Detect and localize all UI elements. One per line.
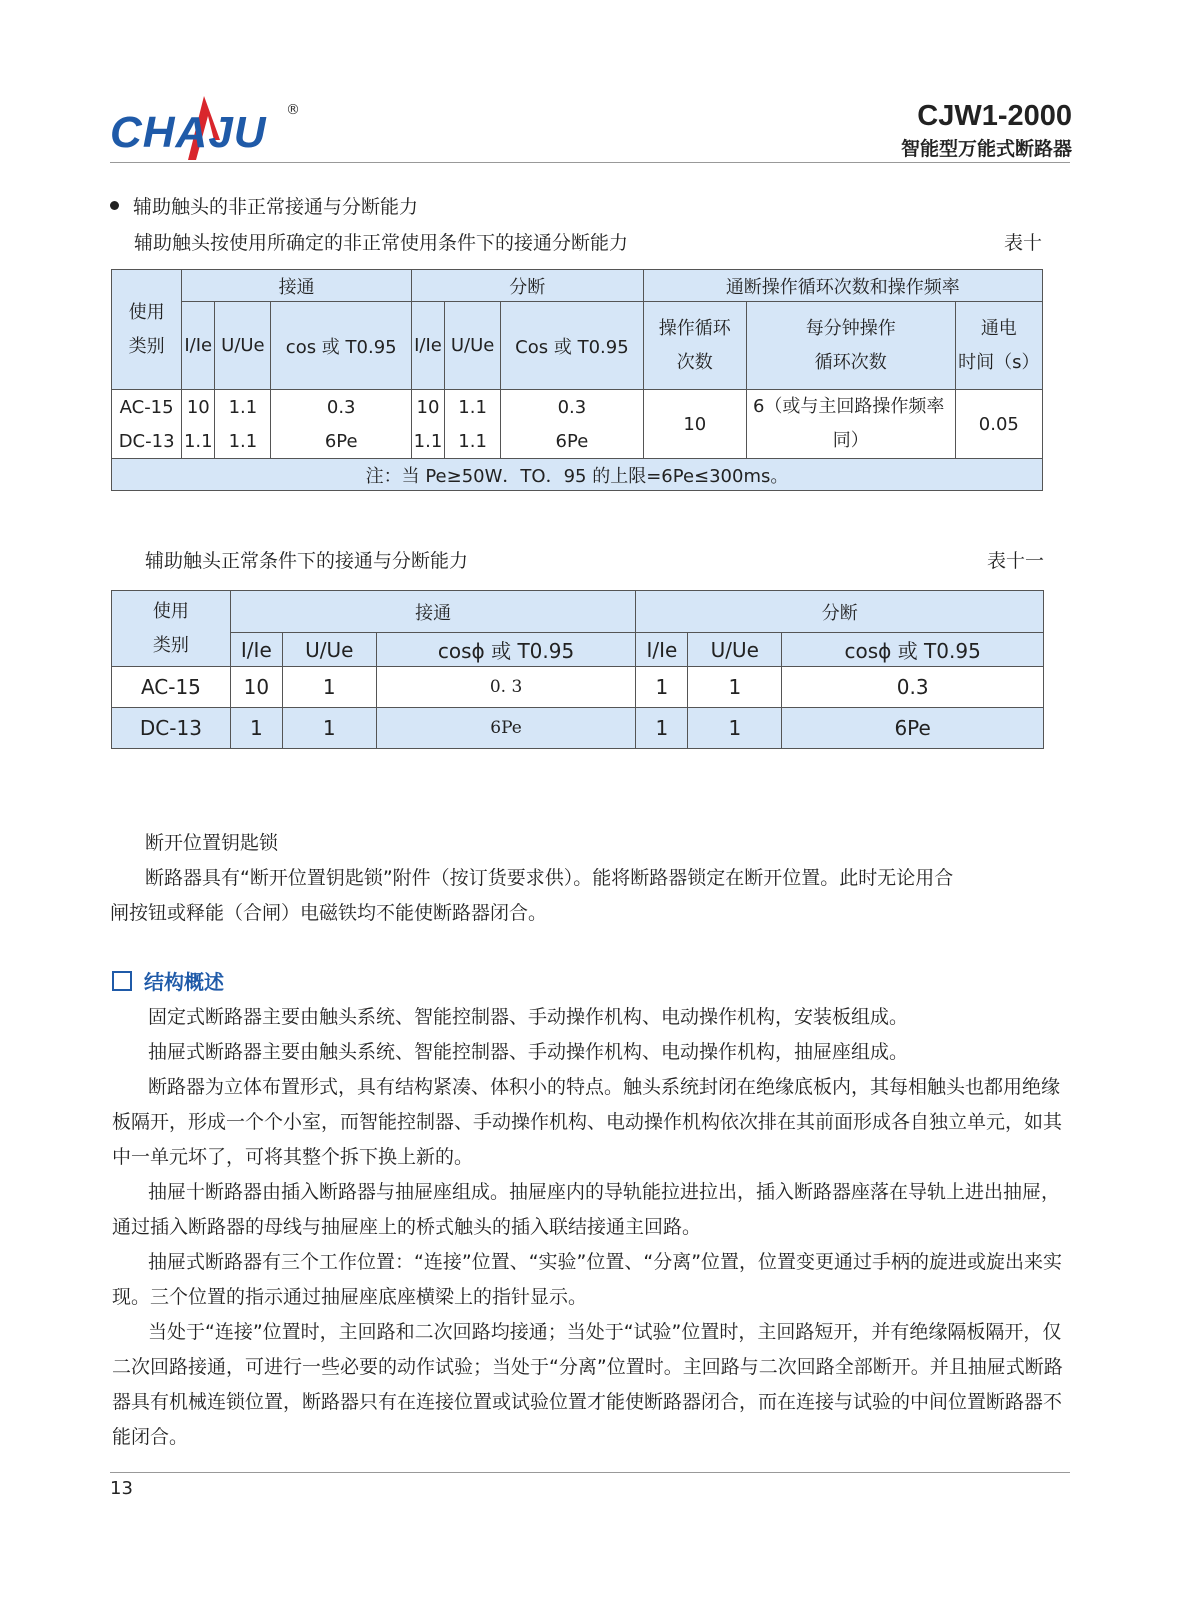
header-make-ie: I/Ie	[230, 633, 282, 667]
table11-label: 表十一	[986, 550, 1044, 572]
cell-make-cos: 0.3	[271, 390, 411, 426]
header-break-ue: U/Ue	[445, 302, 501, 390]
page-number: 13	[110, 1478, 133, 1499]
table11-caption: 辅助触头正常条件下的接通与分断能力	[145, 550, 469, 572]
header-make: 接通	[182, 270, 412, 302]
paragraph: 抽屉式断路器主要由触头系统、智能控制器、手动操作机构、电动操作机构，抽屉座组成。	[148, 1041, 909, 1063]
bullet-heading	[110, 192, 418, 219]
table10-caption: 辅助触头按使用所确定的非正常使用条件下的接通分断能力	[134, 232, 629, 254]
header-make-ue: U/Ue	[215, 302, 271, 390]
cell-break-ie: 1.1	[411, 425, 444, 458]
cell-category: AC-15	[112, 667, 231, 708]
header-break-ue: U/Ue	[688, 633, 782, 667]
cell-make-ue: 1	[282, 708, 376, 749]
header-make-ie: I/Ie	[182, 302, 215, 390]
paragraph: 固定式断路器主要由触头系统、智能控制器、手动操作机构、电动操作机构，安装板组成。	[148, 1006, 909, 1028]
table-row	[112, 708, 1044, 749]
cell-break-ie: 1	[636, 667, 688, 708]
cell-make-cos: 0. 3	[376, 667, 636, 708]
header-time: 通电 时间（s）	[955, 302, 1042, 390]
checkbox-square-icon	[112, 971, 132, 991]
table-row	[112, 667, 1044, 708]
footer-divider	[110, 1472, 1070, 1473]
brand-logo	[110, 96, 310, 168]
cell-break-ie: 10	[411, 390, 444, 426]
header-make-ue: U/Ue	[282, 633, 376, 667]
header-make: 接通	[230, 591, 636, 633]
bullet-icon	[110, 201, 119, 210]
header-category: 使用 类别	[112, 270, 182, 390]
product-model: CJW1-2000	[917, 100, 1072, 132]
lock-body-line1: 断路器具有“断开位置钥匙锁”附件（按订货要求供）。能将断路器锁定在断开位置。此时无论用合	[145, 867, 954, 889]
cell-category: DC-13	[112, 425, 182, 458]
cell-break-ue: 1.1	[445, 425, 501, 458]
header-break: 分断	[636, 591, 1044, 633]
cell-break-ue: 1.1	[445, 390, 501, 426]
cell-cycles: 10	[643, 390, 746, 459]
cell-make-ie: 10	[230, 667, 282, 708]
registered-mark: ®	[286, 102, 300, 118]
cell-make-ie: 1.1	[182, 425, 215, 458]
cell-make-ie: 1	[230, 708, 282, 749]
cell-make-cos: 6Pe	[271, 425, 411, 458]
paragraph: 断路器为立体布置形式，具有结构紧凑、体积小的特点。触头系统封闭在绝缘底板内，其每相触头也都用绝缘板隔开，形成一个个小室，而智能控制器、手动操作机构、电动操作机构依次排在其前面形成各自独立单元，如其中一单元坏了，可将其整个拆下换上新的。	[112, 1076, 1063, 1168]
header-make-cos: cosϕ 或 T0.95	[376, 633, 636, 667]
header-category: 使用 类别	[112, 591, 231, 667]
table-11	[111, 590, 1044, 749]
header-cycle: 通断操作循环次数和操作频率	[643, 270, 1042, 302]
paragraph: 抽屉十断路器由插入断路器与抽屉座组成。抽屉座内的导轨能拉进拉出，插入断路器座落在导轨上进出抽屉，通过插入断路器的母线与抽屉座上的桥式触头的插入联结接通主回路。	[112, 1181, 1061, 1238]
structure-body	[112, 1000, 1074, 1455]
lock-body-line2: 闸按钮或释能（合闸）电磁铁均不能使断路器闭合。	[110, 902, 548, 924]
cell-make-ue: 1	[282, 667, 376, 708]
cell-break-cos: 6Pe	[782, 708, 1044, 749]
bullet-title: 辅助触头的非正常接通与分断能力	[133, 196, 419, 218]
header-break: 分断	[411, 270, 643, 302]
header-cycles: 操作循环 次数	[643, 302, 746, 390]
table-row	[112, 390, 1043, 426]
cell-break-cos: 6Pe	[501, 425, 643, 458]
header-break-ie: I/Ie	[636, 633, 688, 667]
header-per-minute: 每分钟操作 循环次数	[746, 302, 955, 390]
table-10	[111, 269, 1043, 491]
cell-category: DC-13	[112, 708, 231, 749]
header-make-cos: cos 或 T0.95	[271, 302, 411, 390]
paragraph: 抽屉式断路器有三个工作位置：“连接”位置、“实验”位置、“分离”位置，位置变更通过手柄的旋进或旋出来实现。三个位置的指示通过抽屉座底座横梁上的指针显示。	[112, 1251, 1063, 1308]
lock-title: 断开位置钥匙锁	[145, 832, 279, 854]
table10-label: 表十	[1003, 232, 1042, 254]
cell-break-cos: 0.3	[501, 390, 643, 426]
paragraph: 当处于“连接”位置时，主回路和二次回路均接通；当处于“试验”位置时，主回路短开，并有绝缘隔板隔开，仅二次回路接通，可进行一些必要的动作试验；当处于“分离”位置时。主回路与二次回路全部断开。并且抽屉式断路器具有机械连锁位置，断路器只有在连接位置或试验位置才能使断路器闭合，而在连接与试验的中间位置断路器不能闭合。	[112, 1321, 1063, 1448]
header-divider	[110, 162, 1070, 163]
header-break-cos: Cos 或 T0.95	[501, 302, 643, 390]
cell-make-cos: 6Pe	[376, 708, 636, 749]
cell-time: 0.05	[955, 390, 1042, 459]
header-break-ie: I/Ie	[411, 302, 444, 390]
brand-name: CHAJU	[110, 108, 267, 157]
cell-break-cos: 0.3	[782, 667, 1044, 708]
cell-make-ue: 1.1	[215, 425, 271, 458]
product-name: 智能型万能式断路器	[900, 138, 1072, 160]
cell-category: AC-15	[112, 390, 182, 426]
cell-break-ue: 1	[688, 708, 782, 749]
structure-heading: 结构概述	[112, 966, 224, 995]
table10-note: 注：当 Pe≥50W．TO．95 的上限=6Pe≤300ms。	[112, 459, 1043, 491]
header-break-cos: cosϕ 或 T0.95	[782, 633, 1044, 667]
cell-make-ue: 1.1	[215, 390, 271, 426]
cell-per-minute: 6（或与主回路操作频率 同）	[746, 390, 955, 459]
cell-make-ie: 10	[182, 390, 215, 426]
cell-break-ie: 1	[636, 708, 688, 749]
cell-break-ue: 1	[688, 667, 782, 708]
